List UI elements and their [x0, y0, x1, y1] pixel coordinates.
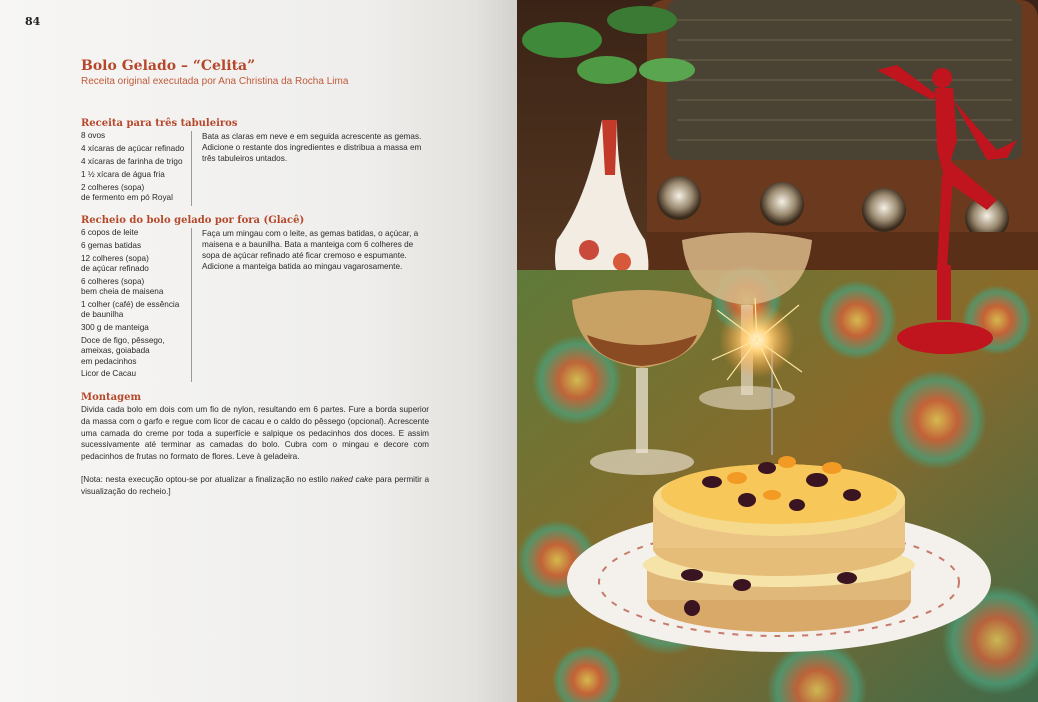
assembly-heading: Montagem [81, 392, 142, 404]
ingredient-item: 12 colheres (sopa) de açúcar refinado [81, 253, 149, 273]
filling-heading: Recheio do bolo gelado por fora (Glacê) [81, 214, 305, 226]
filling-ingredients-list [81, 228, 192, 383]
page-number: 84 [25, 15, 41, 28]
ingredient-item: Licor de Cacau [81, 369, 137, 379]
assembly-text: Divida cada bolo em dois com um fio de nylon, resultando em 6 partes. Fure a borda superior da massa com o garfo e regue com licor de cacau e o caldo do pêssego (opcional). Acrescente uma camada do creme por toda a superfície e salpique os pedacinhos dos doces. E assim sucessivamente até terminar as camadas do bolo. Cubra com o mingau e decore com pedacinhos de frutas no formato de flores. Leve à geladeira. [81, 405, 429, 461]
ingredient-item: 6 gemas batidas [81, 240, 142, 250]
ingredient-item: 1 colher (café) de essência de baunilha [81, 299, 180, 320]
right-page-photo [517, 0, 1038, 702]
dough-ingredients-list [81, 131, 192, 206]
ingredient-item: 4 xícaras de farinha de trigo [81, 156, 183, 166]
left-page [0, 0, 517, 702]
recipe-subtitle: Receita original executada por Ana Christina da Rocha Lima [81, 76, 349, 87]
ingredient-item: 300 g de manteiga [81, 323, 149, 333]
ingredient-item: 1 ½ xícara de água fria [81, 169, 165, 179]
cake [643, 456, 915, 632]
recipe-content [81, 58, 429, 498]
ingredient-item: 6 colheres (sopa) bem cheia de maisena [81, 276, 164, 297]
ingredient-item: Doce de figo, pêssego, ameixas, goiabada em pedacinhos [81, 335, 165, 366]
ingredient-item: 2 colheres (sopa) de fermento em pó Royal [81, 182, 173, 202]
dough-steps: Bata as claras em neve e em seguida acrescente as gemas. Adicione o restante dos ingredientes e distribua a massa em três tabuleiros untados. [202, 132, 422, 163]
cake-photo [517, 0, 1038, 702]
recipe-title: Bolo Gelado – “Celita” [81, 58, 256, 74]
ingredient-item: 8 ovos [81, 131, 106, 140]
dough-section [81, 131, 429, 206]
dough-heading: Receita para três tabuleiros [81, 118, 238, 129]
filling-steps: Faça um mingau com o leite, as gemas batidas, o açúcar, a maisena e a baunilha. Bata a manteiga com 6 colheres de sopa de açúcar refinado até ficar cremoso e espumante. Adicione a manteiga batida ao mingau vagarosamente. [202, 228, 419, 271]
filling-section [81, 228, 429, 383]
ingredient-item: 4 xícaras de açúcar refinado [81, 143, 185, 153]
ingredient-item: 6 copos de leite [81, 227, 139, 237]
assembly-note: [Nota: nesta execução optou-se por atualizar a finalização no estilo naked cake para permitir a visualização do recheio.] [81, 475, 429, 496]
